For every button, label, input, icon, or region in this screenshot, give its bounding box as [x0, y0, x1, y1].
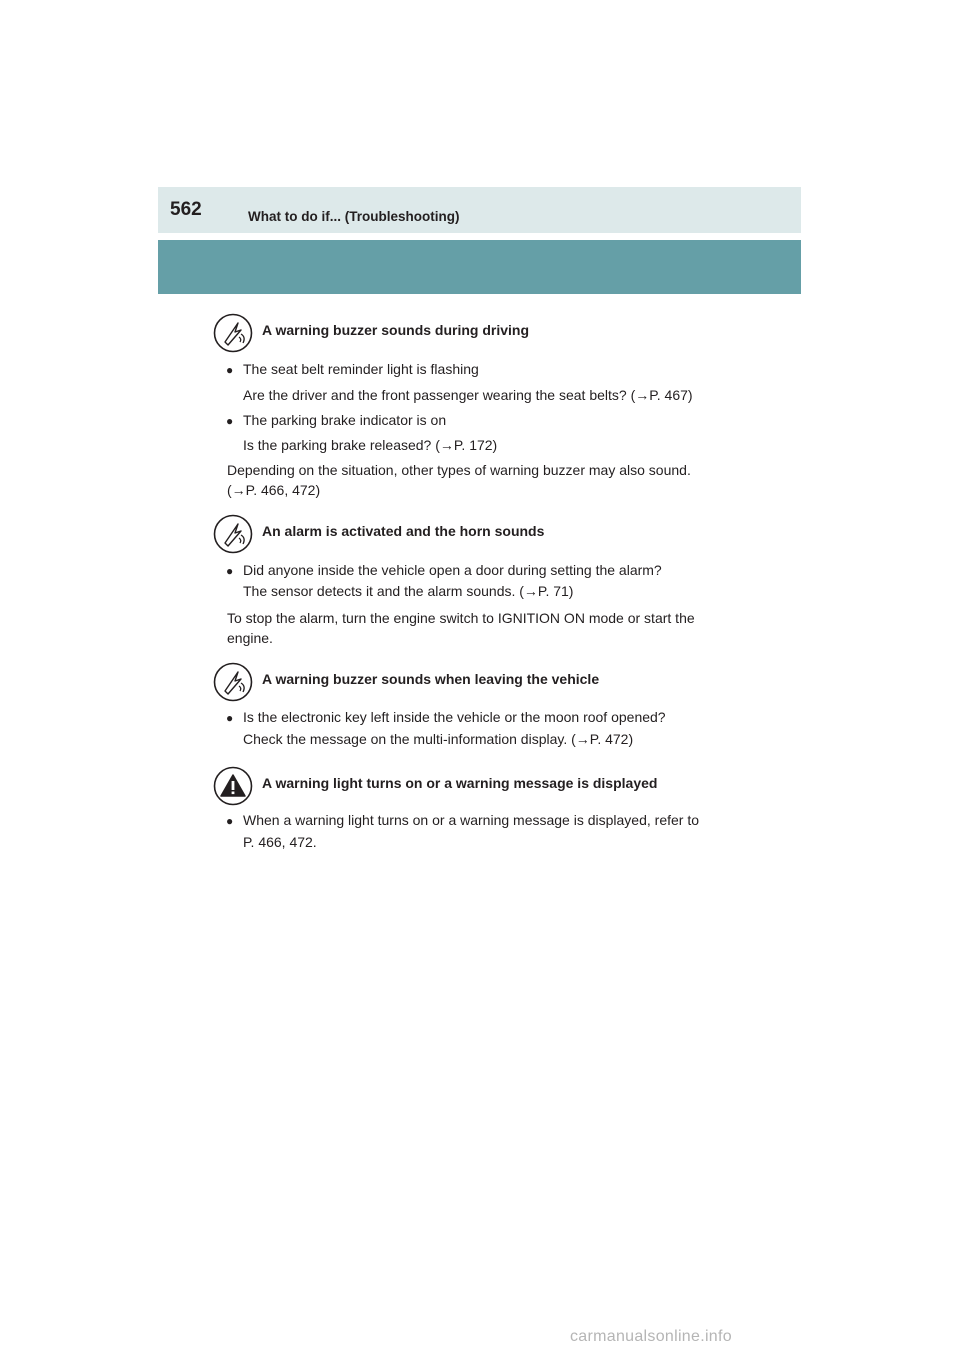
bullet-subtext: The sensor detects it and the alarm sounds. (→P. 71): [243, 583, 574, 599]
bullet-text: The parking brake indicator is on: [243, 412, 447, 428]
bullet-text: When a warning light turns on or a warning message is displayed, refer to: [243, 812, 700, 828]
body-text: Depending on the situation, other types of warning buzzer may also sound.: [227, 462, 691, 478]
topic-heading-alarm: An alarm is activated and the horn sounds: [262, 523, 545, 539]
bullet-subtext: Are the driver and the front passenger wearing the seat belts? (→P. 467): [243, 387, 693, 403]
watermark: carmanualsonline.info: [570, 1328, 732, 1345]
topic-heading-buzzer-leaving: A warning buzzer sounds when leaving the vehicle: [262, 671, 600, 687]
buzzer-icon: [213, 313, 253, 353]
bullet-subtext: P. 466, 472.: [243, 834, 317, 850]
warning-triangle-icon: [213, 766, 253, 806]
bullet-marker: ●: [226, 414, 234, 428]
bullet-marker: ●: [226, 814, 234, 828]
bullet-marker: ●: [226, 564, 234, 578]
teal-band: [158, 240, 801, 294]
page-number: 562: [170, 199, 202, 220]
topic-heading-buzzer-driving: A warning buzzer sounds during driving: [262, 322, 530, 338]
topic-heading-warning-light: A warning light turns on or a warning message is displayed: [262, 775, 658, 791]
body-text: (→P. 466, 472): [227, 482, 321, 498]
bullet-marker: ●: [226, 711, 234, 725]
bullet-subtext: Check the message on the multi-information display. (→P. 472): [243, 731, 634, 747]
bullet-text: Is the electronic key left inside the vehicle or the moon roof opened?: [243, 709, 666, 725]
buzzer-icon: [213, 514, 253, 554]
section-title: What to do if... (Troubleshooting): [248, 209, 460, 224]
bullet-marker: ●: [226, 363, 234, 377]
body-text: engine.: [227, 630, 273, 646]
bullet-subtext: Is the parking brake released? (→P. 172): [243, 437, 498, 453]
body-text: To stop the alarm, turn the engine switch to IGNITION ON mode or start the: [227, 610, 695, 626]
bullet-text: Did anyone inside the vehicle open a door during setting the alarm?: [243, 562, 662, 578]
bullet-text: The seat belt reminder light is flashing: [243, 361, 479, 377]
buzzer-icon: [213, 662, 253, 702]
